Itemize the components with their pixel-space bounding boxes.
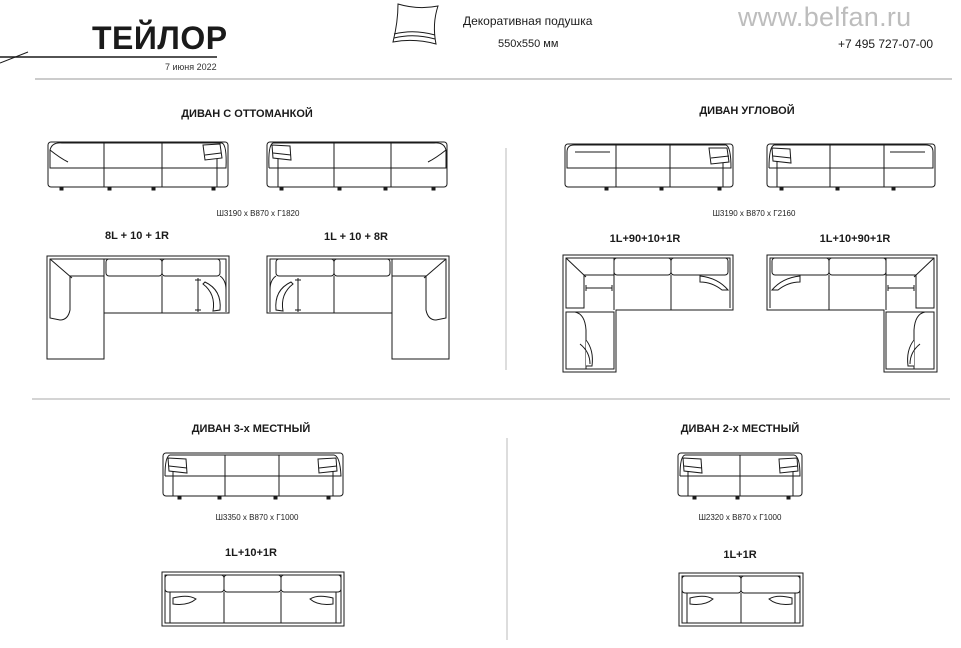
ottoman-front-view-left xyxy=(48,142,228,190)
pillow-title: Декоративная подушка xyxy=(463,14,593,28)
dimensions-corner: Ш3190 x В870 x Г2160 xyxy=(712,209,796,218)
section-title-corner: ДИВАН УГЛОВОЙ xyxy=(699,105,795,117)
pillow-icon xyxy=(393,4,438,44)
three-seat-top-view xyxy=(162,572,344,626)
document-date: 7 июня 2022 xyxy=(165,62,217,72)
website-link[interactable]: www.belfan.ru xyxy=(738,2,912,32)
config-label-corner-left: 1L+90+10+1R xyxy=(609,233,681,245)
dimensions-ottoman: Ш3190 x В870 x Г1820 xyxy=(216,209,300,218)
corner-front-view-left xyxy=(565,144,733,190)
section-title-ottoman: ДИВАН С ОТТОМАНКОЙ xyxy=(181,108,313,120)
corner-front-view-right xyxy=(767,144,935,190)
config-label-three-seat: 1L+10+1R xyxy=(225,547,277,559)
section-title-three-seat: ДИВАН 3-х МЕСТНЫЙ xyxy=(191,423,311,435)
dimensions-three-seat: Ш3350 x В870 x Г1000 xyxy=(215,513,299,522)
corner-top-view-right xyxy=(767,255,937,372)
config-label-two-seat: 1L+1R xyxy=(723,549,757,561)
corner-top-view-left xyxy=(563,255,733,372)
three-seat-front-view xyxy=(163,453,343,499)
ottoman-top-view-left xyxy=(47,256,229,359)
section-title-two-seat: ДИВАН 2-х МЕСТНЫЙ xyxy=(680,423,800,435)
pillow-size: 550x550 мм xyxy=(498,38,559,50)
two-seat-top-view xyxy=(679,573,803,626)
config-label-ottoman-left: 8L + 10 + 1R xyxy=(104,230,169,242)
ottoman-front-view-right xyxy=(267,142,447,190)
phone-number: +7 495 727-07-00 xyxy=(838,37,934,51)
config-label-corner-right: 1L+10+90+1R xyxy=(819,233,891,245)
model-title: ТЕЙЛОР xyxy=(92,20,228,56)
dimensions-two-seat: Ш2320 x В870 x Г1000 xyxy=(698,513,782,522)
two-seat-front-view xyxy=(678,453,802,499)
ottoman-top-view-right xyxy=(267,256,449,359)
config-label-ottoman-right: 1L + 10 + 8R xyxy=(323,231,388,243)
